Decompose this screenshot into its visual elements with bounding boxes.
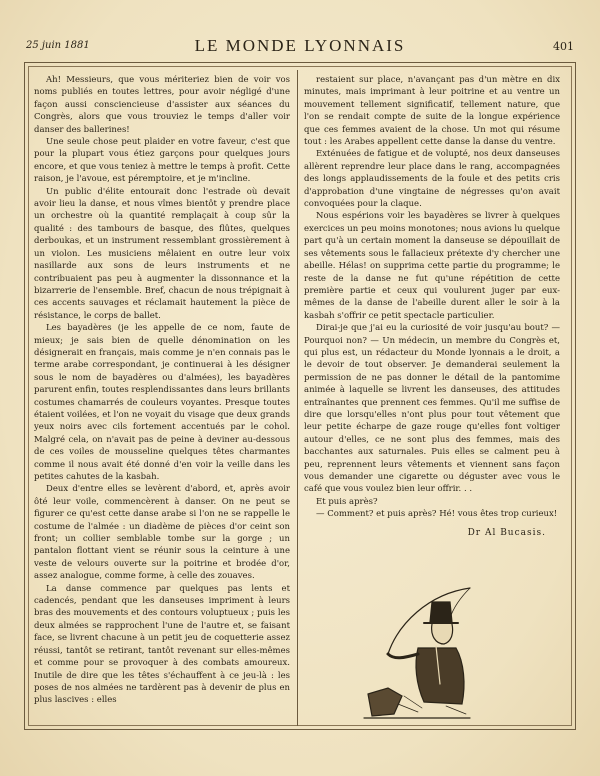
paragraph: Et puis après?	[316, 496, 378, 507]
paragraph: La danse commence par quelques pas lents et cadencés, pendant que les danseuses impriment à leurs bras des mouvements et des contours voluptueux ; puis les deux almées se rapprochent l'une de l'autre et, se faisant face, se livrent chacune à un petit jeu de coquetterie assez réussi, tantôt se retirant, tantôt revenant sur elles-mêmes et comme pour se provoquer à des combats amoureux. Inutile de dire que les têtes s'échauffent à ce jeu-là : les poses de nos almées ne tardèrent pas à devenir de plus en plus lascives : elles	[34, 583, 290, 706]
paragraph: — Comment? et puis après? Hé! vous êtes trop curieux!	[316, 509, 558, 520]
page-number: 401	[553, 40, 574, 53]
paragraph: Une seule chose peut plaider en votre faveur, c'est que pour la plupart vous étiez garçons pour quelques jours encore, et que vous teniez à mettre le temps à profit. Cette raison, je l'avoue, est péremptoire, et je m'incline.	[34, 137, 290, 185]
paragraph: Un public d'élite entourait donc l'estrade où devait avoir lieu la danse, et nous vîmes bientôt y prendre place un orchestre où la quantité remplaçait à coup sûr la qualité : des tambours de basque, des flûtes, quelques derboukas, et un instrument ressemblant grossièrement à un violon. Les musiciens mêlaient en outre leur voix nasillarde aux sons de leurs instruments et ne contribuaient pas peu à augmenter la dissonnance et la bizarrerie de l'ensemble. Bref, chacun de nous trépignait à ces accents sauvages et réclamait hautement la pièce de résistance, le corps de ballet.	[34, 186, 290, 321]
paragraph: Les bayadères (je les appelle de ce nom, faute de mieux; je sais bien de quelle dénomination on les désignerait en français, mais comme je n'en connais pas le terme arabe correspondant, je continuerai à les désigner sous le nom de bayadères ou d'almées), les bayadères parurent enfin, toutes resplendissantes dans leurs brillants costumes chamarrés de couleurs voyantes. Presque toutes étaient voilées, et l'on ne voyait du visage que deux grands yeux noirs avec cils fortement accentués par le cohol. Malgré cela, on n'avait pas de peine à deviner au-dessous de ces voiles de mousseline quelques têtes charmantes comme il nous avait été donné d'en voir la veille dans les petites cahutes de la kasbah.	[34, 323, 290, 482]
paragraph: Nous espérions voir les bayadères se livrer à quelques exercices un peu moins monotones; nous avions lu quelque part qu'à un certain moment la danseuse se dépouillait de ses vêtements sous le fallacieux prétexte d'y chercher une abeille. Hélas! on supprima cette partie du programme; le reste de la danse ne fut qu'une répétition de cette première partie et ceux qui voulurent juger par eux-mêmes de la danse de l'abeille durent aller le soir à la kasbah s'offrir ce petit spectacle particulier.	[304, 211, 560, 321]
paragraph: Ah! Messieurs, que vous mériteriez bien de voir vos noms publiés en toutes lettres, pour avoir négligé d'une façon aussi consciencieuse d'assister aux séances du Congrès, alors que vous trouviez le temps d'aller voir danser des ballerines!	[34, 75, 290, 135]
author-signature: Dr Al Bucasis.	[467, 527, 546, 538]
issue-date: 25 juin 1881	[26, 40, 90, 51]
paragraph: Deux d'entre elles se levèrent d'abord, et, après avoir ôté leur voile, commencèrent à danser. On ne peut se figurer ce qu'est cette danse arabe si l'on ne se rappelle le costume de l'almée : un diadème de pièces d'or ceint son front; un collier semblable tombe sur la gorge ; un pantalon flottant vient se réunir sous la ceinture à une veste de velours ouverte sur la poitrine et brodée d'or, assez analogue, comme forme, à celle des zouaves.	[34, 484, 290, 582]
paragraph: Dirai-je que j'ai eu la curiosité de voir jusqu'au bout? — Pourquoi non? — Un médecin, un membre du Congrès et, qui plus est, un rédacteur du Monde lyonnais a le droit, a le devoir de tout observer. Je demanderai seulement la permission de ne pas donner le détail de la pantomime animée à laquelle se livrent les danseuses, des attitudes entraînantes que prennent ces femmes. Qu'il me suffise de dire que lorsqu'elles n'ont plus pour tout vêtement que leur petite écharpe de gaze rouge qu'elles font voltiger autour d'elles, ce ne sont plus des femmes, mais des bacchantes aux saturnales. Puis elles se calment peu à peu, reprennent leurs vêtements et viennent sans façon vous demander une cigarette ou déguster avec vous le café que vous voulez bien leur offrir. . .	[304, 323, 560, 495]
paragraph: Exténuées de fatigue et de volupté, nos deux danseuses allèrent reprendre leur place dans le rang, accompagnées des longs applaudissements de la foule et des petits cris d'approbation d'une vingtaine de négresses qu'on avait convoquées pour la claque.	[304, 149, 560, 210]
man-with-whip-engraving-icon	[358, 584, 476, 720]
journal-title: LE MONDE LYONNAIS	[194, 36, 406, 55]
paragraph: restaient sur place, n'avançant pas d'un mètre en dix minutes, mais imprimant à leur poitrine et au ventre un mouvement tellement significatif, tellement nature, que l'on se rendait compte de suite de la longue expérience que ces femmes avaient de la chose. Un mot qui résume tout : les Arabes appellent cette danse la danse du ventre.	[304, 75, 560, 148]
column-divider	[297, 70, 298, 726]
page-header	[26, 36, 574, 58]
left-column	[34, 74, 290, 724]
